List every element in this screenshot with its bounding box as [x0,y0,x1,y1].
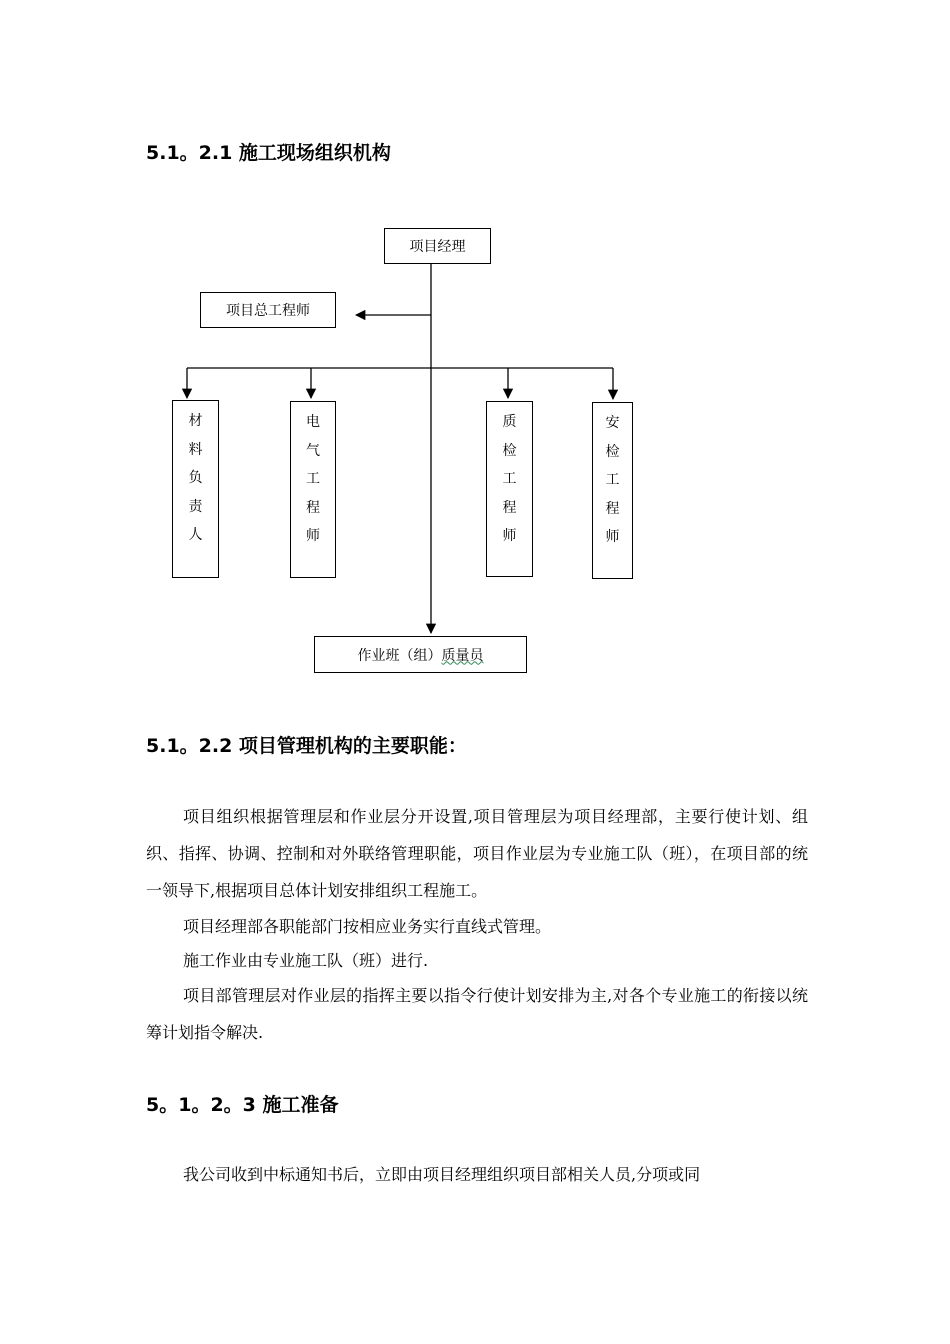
org-box-project-manager [384,228,491,264]
org-box-chief-engineer [200,292,336,328]
org-box-label: 安检工程师 [605,415,620,545]
org-box-materials-lead [172,400,219,578]
org-box-label: 项目总工程师 [226,303,310,319]
org-box-quality-engineer [486,401,533,577]
org-box-label: 质检工程师 [502,414,517,544]
paragraph: 我公司收到中标通知书后，立即由项目经理组织项目部相关人员,分项或同 [183,1165,701,1184]
section-heading-preparation: 5。1。2。3 施工准备 [146,1094,339,1116]
org-box-safety-engineer [592,402,633,579]
org-box-label: 项目经理 [409,239,466,255]
org-box-label-suffix: 质量员 [441,647,484,664]
section-heading-functions: 5.1。2.2 项目管理机构的主要职能： [146,735,467,757]
paragraph: 施工作业由专业施工队（班）进行. [183,951,429,970]
org-box-label-prefix: 作业班（组） [357,647,442,664]
org-box-crew-quality-officer [314,636,527,673]
paragraph: 项目组织根据管理层和作业层分开设置,项目管理层为项目经理部，主要行使计划、组织、指挥、协调、控制和对外联络管理职能，项目作业层为专业施工队（班），在项目部的统一领导下,根据项目总体计划安排组织工程施工。 [146,807,808,900]
org-box-label: 材料负责人 [188,413,203,543]
org-box-label: 电气工程师 [306,414,320,544]
section-heading-organization: 5.1。2.1 施工现场组织机构 [146,142,391,164]
paragraph: 项目部管理层对作业层的指挥主要以指令行使计划安排为主,对各个专业施工的衔接以统筹计划指令解决. [146,986,808,1042]
paragraph: 项目经理部各职能部门按相应业务实行直线式管理。 [183,917,552,936]
org-box-electrical-engineer [290,401,336,578]
